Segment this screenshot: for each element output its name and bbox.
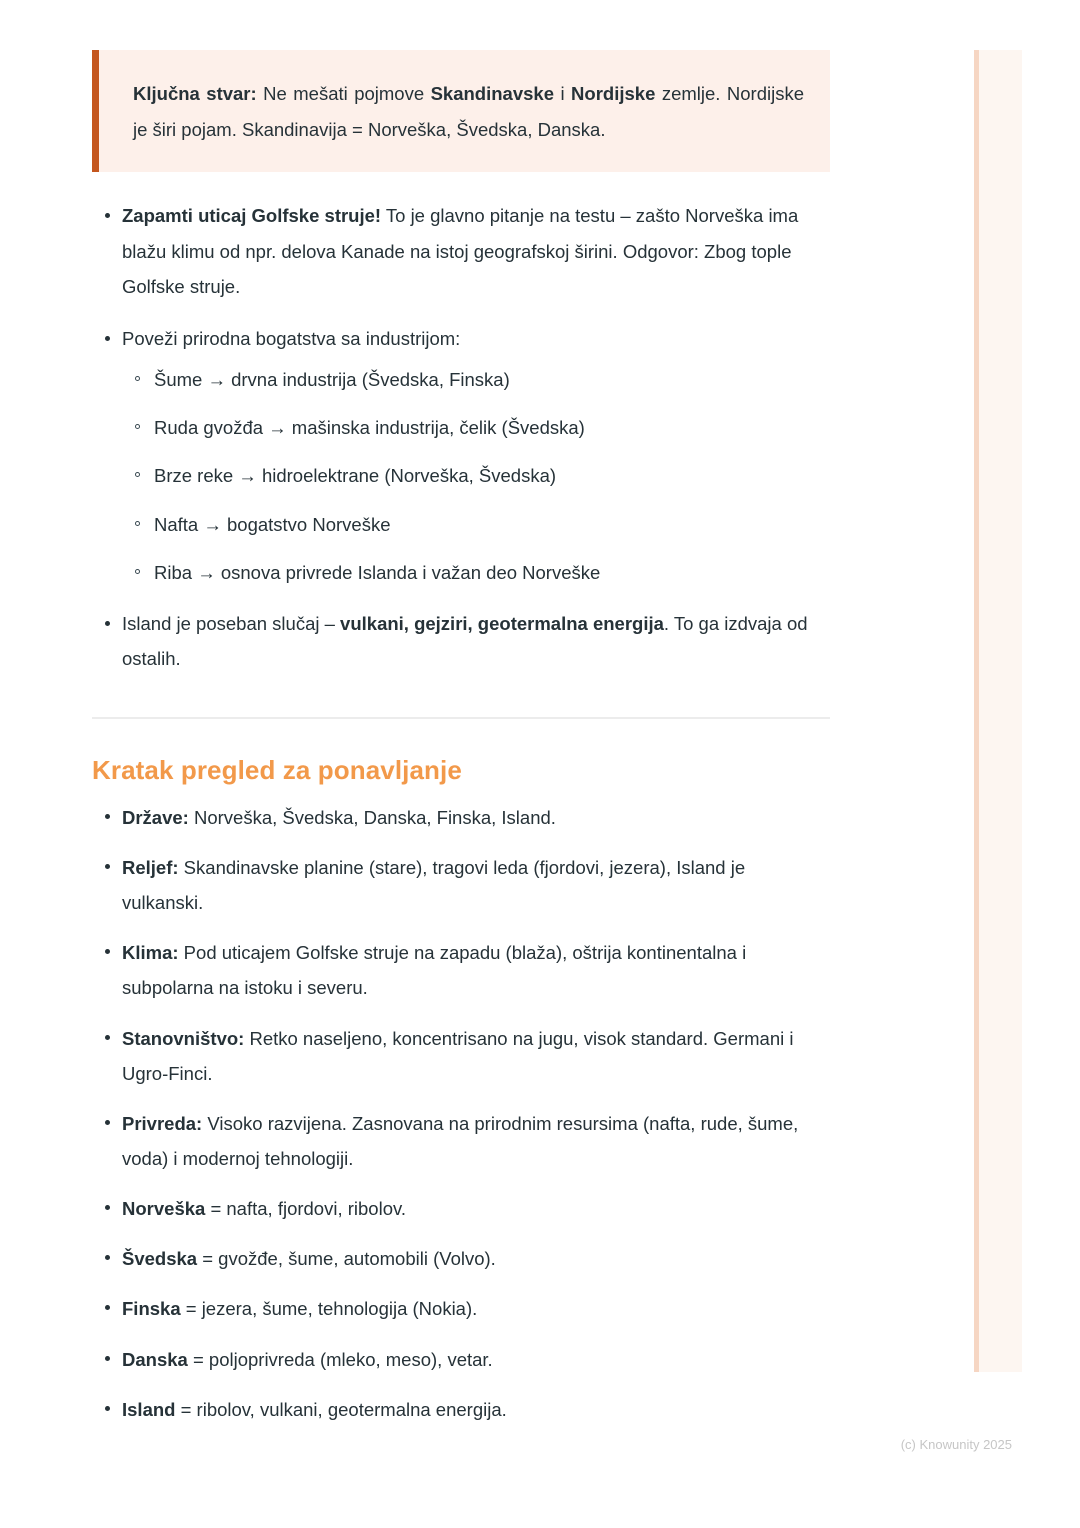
summary-label: Stanovništvo: xyxy=(122,1027,245,1049)
list-item xyxy=(92,1291,830,1326)
list-item xyxy=(122,410,830,445)
list-item xyxy=(92,800,830,835)
summary-text: = gvožđe, šume, automobili (Volvo). xyxy=(197,1248,496,1270)
summary-label: Klima: xyxy=(122,942,179,964)
list-item xyxy=(122,458,830,493)
summary-text: Skandinavske planine (stare), tragovi leda (fjordovi, jezera), Island je vulkanski. xyxy=(122,857,746,914)
summary-list xyxy=(92,800,830,1427)
summary-text: = poljoprivreda (mleko, meso), vetar. xyxy=(187,1348,493,1370)
sub-note-text: Nafta → bogatstvo Norveške xyxy=(154,513,391,535)
callout-bold-term: Skandinavske xyxy=(430,83,554,104)
callout-lead-label: Ključna stvar: xyxy=(133,83,257,104)
summary-text: = nafta, fjordovi, ribolov. xyxy=(205,1198,407,1220)
list-item xyxy=(92,1021,830,1091)
list-item xyxy=(92,1392,830,1427)
resources-sublist xyxy=(122,362,830,590)
list-item xyxy=(122,362,830,397)
right-edge-decorative-strip xyxy=(974,50,1022,1372)
sub-note-text: Ruda gvožđa → mašinska industrija, čelik (Švedska) xyxy=(154,417,585,439)
callout-plain-text: zemlje. Nordijske je širi pojam. Skandinavija = Norveška, Švedska, Danska. xyxy=(133,83,804,141)
summary-label: Reljef: xyxy=(122,857,179,879)
summary-label: Norveška xyxy=(122,1198,206,1220)
list-item xyxy=(122,555,830,590)
callout-bold-term: Nordijske xyxy=(571,83,656,104)
note-text-suffix: . To ga izdvaja od ostalih. xyxy=(122,612,808,670)
note-text-prefix: Island je poseban slučaj – xyxy=(122,612,341,634)
summary-text: Norveška, Švedska, Danska, Finska, Island. xyxy=(188,806,556,828)
summary-label: Privreda: xyxy=(122,1112,203,1134)
list-item xyxy=(92,935,830,1005)
notes-list xyxy=(92,198,830,677)
note-bold-lead: Zapamti uticaj Golfske struje! xyxy=(122,205,382,227)
document-content xyxy=(92,50,830,1442)
list-item xyxy=(92,198,830,305)
list-item xyxy=(92,1342,830,1377)
footer-copyright: (c) Knowunity 2025 xyxy=(900,1437,1012,1452)
summary-label: Države: xyxy=(122,806,189,828)
list-item xyxy=(92,1106,830,1176)
sub-note-text: Brze reke → hidroelektrane (Norveška, Švedska) xyxy=(154,465,557,487)
section-title-summary: Kratak pregled za ponavljanje xyxy=(92,754,462,785)
summary-label: Danska xyxy=(122,1348,188,1370)
section-divider xyxy=(92,717,830,719)
summary-label: Island xyxy=(122,1398,176,1420)
list-item xyxy=(92,321,830,590)
summary-text: Pod uticajem Golfske struje na zapadu (blaža), oštrija kontinentalna i subpolarna na istoku i severu. xyxy=(122,942,747,999)
summary-text: Retko naseljeno, koncentrisano na jugu, visok standard. Germani i Ugro-Finci. xyxy=(122,1027,794,1084)
callout-plain-text: Ne mešati pojmove xyxy=(256,83,431,104)
list-item xyxy=(122,507,830,542)
list-item xyxy=(92,1241,830,1276)
sub-note-text: Šume → drvna industrija (Švedska, Finska) xyxy=(154,369,510,391)
key-point-callout xyxy=(92,50,830,172)
callout-plain-text: i xyxy=(554,83,572,104)
sub-note-text: Riba → osnova privrede Islanda i važan deo Norveške xyxy=(154,561,601,583)
note-bold-highlight: vulkani, gejziri, geotermalna energija xyxy=(340,612,664,634)
note-text: To je glavno pitanje na testu – zašto Norveška ima blažu klimu od npr. delova Kanade na istoj geografskoj širini. Odgovor: Zbog tople Golfske struje. xyxy=(122,205,799,298)
summary-label: Švedska xyxy=(122,1248,198,1270)
note-text: Poveži prirodna bogatstva sa industrijom: xyxy=(122,327,461,349)
summary-text: = ribolov, vulkani, geotermalna energija. xyxy=(175,1398,507,1420)
list-item xyxy=(92,1191,830,1226)
list-item xyxy=(92,850,830,920)
summary-text: Visoko razvijena. Zasnovana na prirodnim resursima (nafta, rude, šume, voda) i modernoj tehnologiji. xyxy=(122,1112,799,1170)
list-item xyxy=(92,606,830,677)
summary-label: Finska xyxy=(122,1298,181,1320)
summary-text: = jezera, šume, tehnologija (Nokia). xyxy=(180,1298,478,1320)
